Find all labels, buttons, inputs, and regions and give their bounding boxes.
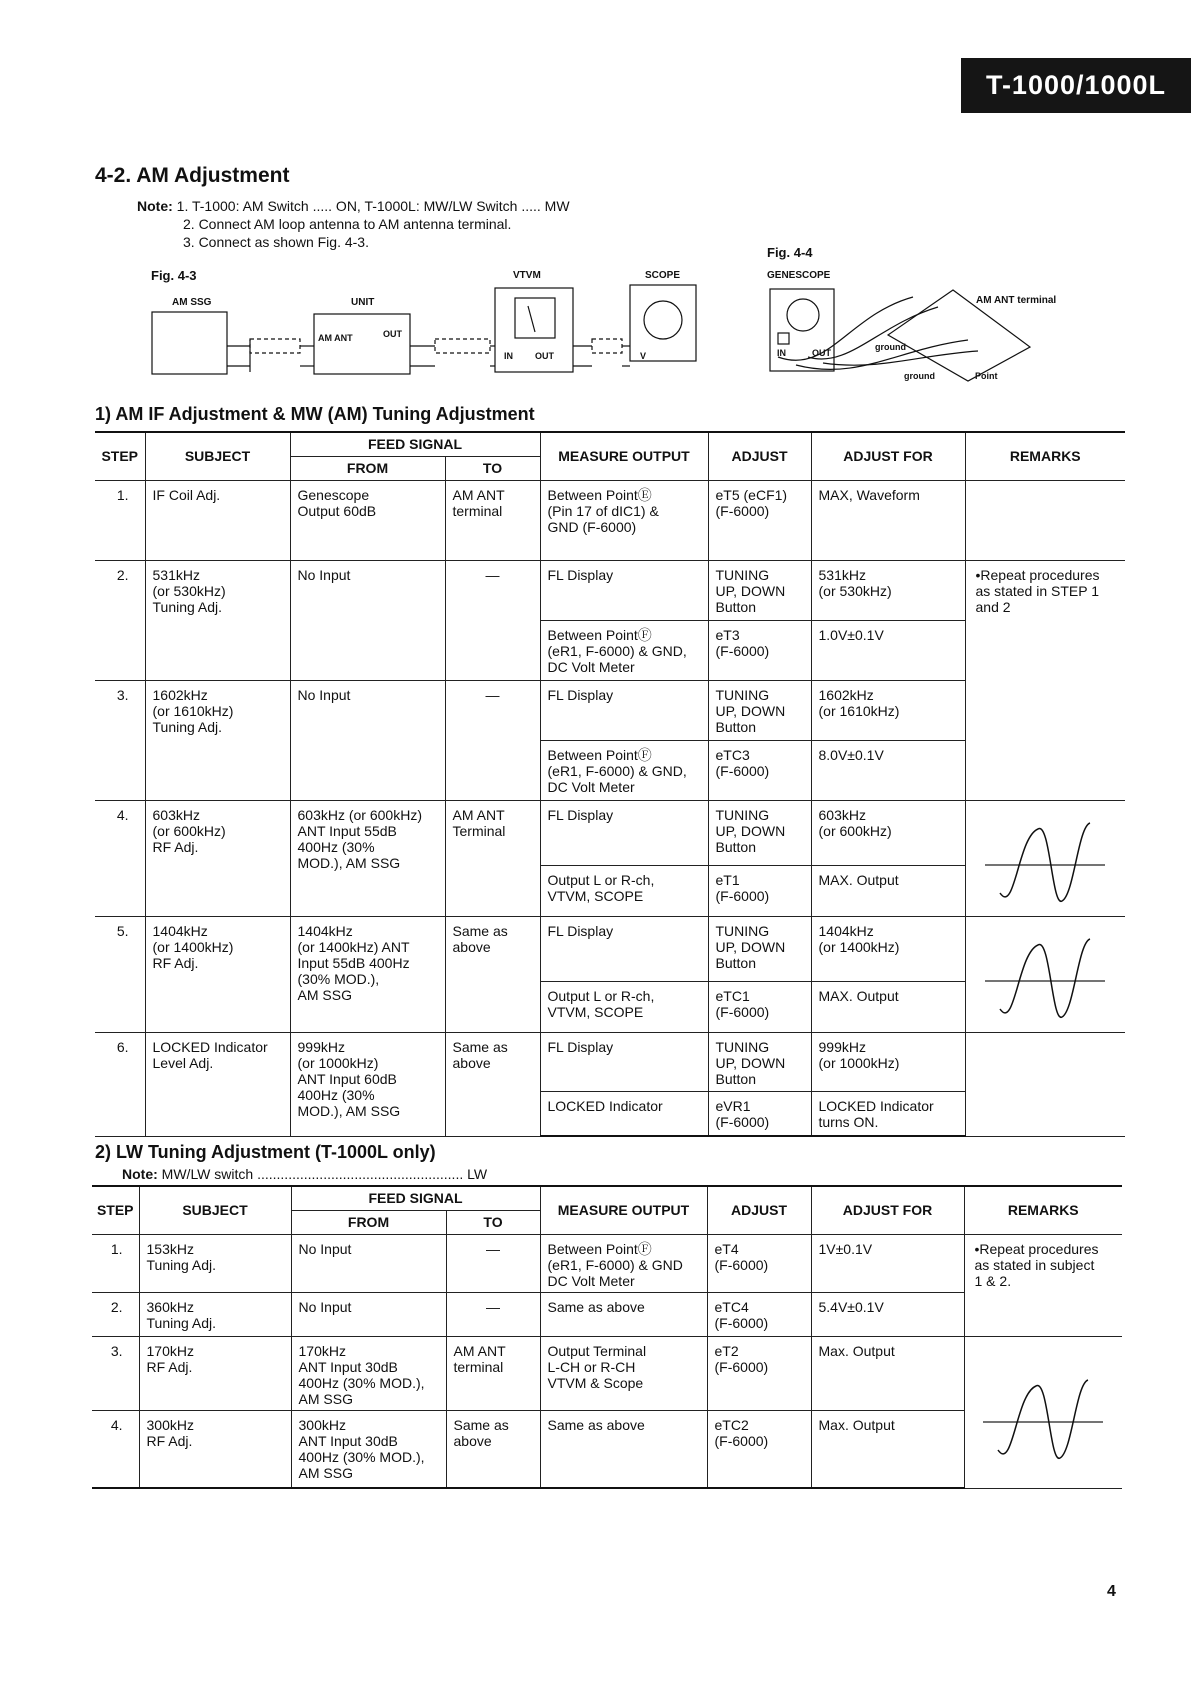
header-adjust: ADJUST bbox=[707, 1186, 811, 1234]
to-cell: Same as above bbox=[445, 916, 540, 1032]
header-remarks: REMARKS bbox=[964, 1186, 1122, 1234]
table2-title: 2) LW Tuning Adjustment (T-1000L only) bbox=[95, 1142, 436, 1162]
adjust-for-cell: 1404kHz (or 1400kHz) bbox=[811, 916, 965, 982]
header-remarks: REMARKS bbox=[965, 432, 1125, 480]
remarks-cell bbox=[965, 916, 1125, 1032]
fig-4-4-ground2-label: ground bbox=[904, 371, 935, 381]
measure-cell: Same as above bbox=[540, 1292, 707, 1336]
model-title: T-1000/1000L bbox=[985, 70, 1167, 100]
from-cell: Genescope Output 60dB bbox=[290, 480, 445, 560]
fig-4-4-out-label: OUT bbox=[812, 348, 831, 358]
fig-4-3-scope-label: SCOPE bbox=[645, 270, 681, 281]
to-cell: AM ANT terminal bbox=[446, 1336, 540, 1410]
adjust-cell: eT3 (F-6000) bbox=[708, 620, 811, 680]
to-cell: Same as above bbox=[446, 1410, 540, 1488]
remarks-cell: •Repeat procedures as stated in subject 1 & 2. bbox=[964, 1234, 1122, 1336]
fig-4-3-caption: Fig. 4-3 bbox=[151, 268, 197, 283]
subject-cell: 1404kHz (or 1400kHz) RF Adj. bbox=[145, 916, 290, 1032]
table1-title: 1) AM IF Adjustment & MW (AM) Tuning Adjustment bbox=[95, 404, 535, 424]
note-1: 1. T-1000: AM Switch ..... ON, T-1000L: MW/LW Switch ..... MW bbox=[176, 198, 570, 214]
fig-4-4-in-label: IN bbox=[777, 348, 786, 358]
adjust-for-cell: MAX. Output bbox=[811, 982, 965, 1032]
adjust-for-cell: 603kHz (or 600kHz) bbox=[811, 800, 965, 866]
measure-cell: LOCKED Indicator bbox=[540, 1091, 708, 1136]
subject-cell: 300kHz RF Adj. bbox=[139, 1410, 291, 1488]
adjust-cell: TUNING UP, DOWN Button bbox=[708, 1032, 811, 1091]
to-cell: — bbox=[446, 1292, 540, 1336]
adjust-for-cell: 1.0V±0.1V bbox=[811, 620, 965, 680]
model-tab bbox=[961, 58, 1191, 113]
subject-cell: 153kHz Tuning Adj. bbox=[139, 1234, 291, 1292]
waveform-icon bbox=[970, 817, 1120, 913]
header-measure-output: MEASURE OUTPUT bbox=[540, 1186, 707, 1234]
from-cell: 999kHz (or 1000kHz) ANT Input 60dB 400Hz (30% MOD.), AM SSG bbox=[290, 1032, 445, 1136]
table-row bbox=[95, 1032, 1125, 1091]
subject-cell: 360kHz Tuning Adj. bbox=[139, 1292, 291, 1336]
measure-cell: FL Display bbox=[540, 916, 708, 982]
adjust-cell: eTC2 (F-6000) bbox=[707, 1410, 811, 1488]
from-cell: 300kHz ANT Input 30dB 400Hz (30% MOD.), AM SSG bbox=[291, 1410, 446, 1488]
table-row bbox=[95, 800, 1125, 866]
fig-4-4-amant-label: AM ANT terminal bbox=[976, 295, 1057, 306]
fig-4-4-ground1-label: ground bbox=[875, 342, 906, 352]
remarks-cell: •Repeat procedures as stated in STEP 1 and 2 bbox=[965, 560, 1125, 800]
step-cell: 3. bbox=[95, 680, 145, 800]
header-feed-signal: FEED SIGNAL bbox=[291, 1186, 540, 1210]
note-3: 3. Connect as shown Fig. 4-3. bbox=[183, 234, 369, 250]
step-cell: 5. bbox=[95, 916, 145, 1032]
subject-cell: IF Coil Adj. bbox=[145, 480, 290, 560]
header-subject: SUBJECT bbox=[145, 432, 290, 480]
note-2: 2. Connect AM loop antenna to AM antenna terminal. bbox=[183, 216, 512, 232]
header-from: FROM bbox=[290, 456, 445, 480]
from-cell: No Input bbox=[291, 1234, 446, 1292]
measure-cell: Same as above bbox=[540, 1410, 707, 1488]
header-measure-output: MEASURE OUTPUT bbox=[540, 432, 708, 480]
ssg-box bbox=[152, 312, 227, 374]
fig-4-3-out2-label: OUT bbox=[535, 351, 554, 361]
adjust-for-cell: 8.0V±0.1V bbox=[811, 740, 965, 800]
adjust-cell: TUNING UP, DOWN Button bbox=[708, 560, 811, 620]
header-step: STEP bbox=[92, 1186, 139, 1234]
notes-block bbox=[137, 197, 570, 251]
header-adjust-for: ADJUST FOR bbox=[811, 432, 965, 480]
fig-4-4-genescope-label: GENESCOPE bbox=[767, 270, 831, 281]
genescope-screen bbox=[787, 299, 819, 331]
from-cell: No Input bbox=[290, 680, 445, 800]
adjust-for-cell: 999kHz (or 1000kHz) bbox=[811, 1032, 965, 1091]
adjust-for-cell: 1V±0.1V bbox=[811, 1234, 964, 1292]
measure-cell: Output Terminal L-CH or R-CH VTVM & Scope bbox=[540, 1336, 707, 1410]
fig-4-4-point-label: Point bbox=[975, 371, 998, 381]
step-cell: 4. bbox=[95, 800, 145, 916]
step-cell: 4. bbox=[92, 1410, 139, 1488]
table2-note bbox=[122, 1166, 487, 1182]
scope-screen bbox=[644, 301, 682, 339]
measure-cell: Output L or R-ch, VTVM, SCOPE bbox=[540, 866, 708, 916]
to-cell: — bbox=[445, 680, 540, 800]
adjust-for-cell: Max. Output bbox=[811, 1336, 964, 1410]
waveform-icon bbox=[970, 933, 1120, 1029]
step-cell: 1. bbox=[95, 480, 145, 560]
from-cell: No Input bbox=[290, 560, 445, 680]
header-subject: SUBJECT bbox=[139, 1186, 291, 1234]
remarks-cell bbox=[965, 480, 1125, 560]
table1 bbox=[95, 431, 1125, 1137]
measure-cell: Between PointⒻ (eR1, F-6000) & GND, DC Volt Meter bbox=[540, 620, 708, 680]
measure-cell: Between PointⒺ (Pin 17 of dIC1) & GND (F-6000) bbox=[540, 480, 708, 560]
header-to: TO bbox=[446, 1210, 540, 1234]
fig-4-3-out-label: OUT bbox=[383, 329, 402, 339]
table2 bbox=[92, 1185, 1122, 1489]
section-title: 4-2. AM Adjustment bbox=[95, 164, 290, 187]
step-cell: 2. bbox=[95, 560, 145, 680]
to-cell: Same as above bbox=[445, 1032, 540, 1136]
table-row bbox=[92, 1336, 1122, 1410]
subject-cell: 531kHz (or 530kHz) Tuning Adj. bbox=[145, 560, 290, 680]
from-cell: No Input bbox=[291, 1292, 446, 1336]
header-from: FROM bbox=[291, 1210, 446, 1234]
header-to: TO bbox=[445, 456, 540, 480]
header-adjust: ADJUST bbox=[708, 432, 811, 480]
note-label: Note: bbox=[137, 198, 173, 214]
table-row bbox=[92, 1234, 1122, 1292]
fig-4-3-vtvm-label: VTVM bbox=[513, 270, 541, 281]
measure-cell: FL Display bbox=[540, 560, 708, 620]
fig-4-3-amant-label: AM ANT bbox=[318, 333, 353, 343]
adjust-for-cell: 531kHz (or 530kHz) bbox=[811, 560, 965, 620]
step-cell: 2. bbox=[92, 1292, 139, 1336]
fig-4-4-diagram bbox=[768, 285, 1038, 385]
table-row bbox=[95, 560, 1125, 620]
table-row bbox=[95, 916, 1125, 982]
adjust-cell: eVR1 (F-6000) bbox=[708, 1091, 811, 1136]
unit-box bbox=[314, 314, 410, 374]
waveform-icon bbox=[968, 1364, 1118, 1474]
adjust-cell: eTC3 (F-6000) bbox=[708, 740, 811, 800]
page-number: 4 bbox=[1107, 1583, 1116, 1600]
remarks-cell bbox=[965, 800, 1125, 916]
to-cell: AM ANT terminal bbox=[445, 480, 540, 560]
scope-box bbox=[630, 285, 696, 361]
header-adjust-for: ADJUST FOR bbox=[811, 1186, 964, 1234]
adjust-for-cell: MAX, Waveform bbox=[811, 480, 965, 560]
table2-note-label: Note: bbox=[122, 1166, 158, 1182]
fig-4-3-unit-label: UNIT bbox=[351, 297, 375, 308]
adjust-cell: eT1 (F-6000) bbox=[708, 866, 811, 916]
step-cell: 1. bbox=[92, 1234, 139, 1292]
subject-cell: 603kHz (or 600kHz) RF Adj. bbox=[145, 800, 290, 916]
from-cell: 603kHz (or 600kHz) ANT Input 55dB 400Hz (30% MOD.), AM SSG bbox=[290, 800, 445, 916]
from-cell: 170kHz ANT Input 30dB 400Hz (30% MOD.), AM SSG bbox=[291, 1336, 446, 1410]
adjust-for-cell: 1602kHz (or 1610kHz) bbox=[811, 680, 965, 740]
adjust-cell: eTC4 (F-6000) bbox=[707, 1292, 811, 1336]
to-cell: — bbox=[446, 1234, 540, 1292]
adjust-cell: eT2 (F-6000) bbox=[707, 1336, 811, 1410]
adjust-for-cell: LOCKED Indicator turns ON. bbox=[811, 1091, 965, 1136]
to-cell: AM ANT Terminal bbox=[445, 800, 540, 916]
measure-cell: FL Display bbox=[540, 680, 708, 740]
measure-cell: FL Display bbox=[540, 800, 708, 866]
remarks-cell bbox=[964, 1336, 1122, 1488]
measure-cell: Between PointⒻ (eR1, F-6000) & GND DC Volt Meter bbox=[540, 1234, 707, 1292]
fig-4-3-ssg-label: AM SSG bbox=[172, 297, 212, 308]
measure-cell: Between PointⒻ (eR1, F-6000) & GND, DC Volt Meter bbox=[540, 740, 708, 800]
adjust-for-cell: 5.4V±0.1V bbox=[811, 1292, 964, 1336]
measure-cell: FL Display bbox=[540, 1032, 708, 1091]
to-cell: — bbox=[445, 560, 540, 680]
remarks-cell bbox=[965, 1032, 1125, 1136]
step-cell: 3. bbox=[92, 1336, 139, 1410]
fig-4-3-diagram bbox=[150, 282, 700, 378]
header-step: STEP bbox=[95, 432, 145, 480]
fig-4-3-v-label: V bbox=[640, 351, 647, 361]
adjust-cell: TUNING UP, DOWN Button bbox=[708, 680, 811, 740]
adjust-cell: eT5 (eCF1) (F-6000) bbox=[708, 480, 811, 560]
table-row bbox=[95, 480, 1125, 560]
subject-cell: LOCKED Indicator Level Adj. bbox=[145, 1032, 290, 1136]
adjust-cell: eTC1 (F-6000) bbox=[708, 982, 811, 1032]
fig-4-3-in-label: IN bbox=[504, 351, 513, 361]
measure-cell: Output L or R-ch, VTVM, SCOPE bbox=[540, 982, 708, 1032]
step-cell: 6. bbox=[95, 1032, 145, 1136]
table2-note-text: MW/LW switch ..................................................... LW bbox=[161, 1166, 488, 1182]
antenna-loop bbox=[888, 290, 1030, 381]
adjust-cell: TUNING UP, DOWN Button bbox=[708, 916, 811, 982]
adjust-for-cell: MAX. Output bbox=[811, 866, 965, 916]
adjust-cell: TUNING UP, DOWN Button bbox=[708, 800, 811, 866]
subject-cell: 1602kHz (or 1610kHz) Tuning Adj. bbox=[145, 680, 290, 800]
adjust-cell: eT4 (F-6000) bbox=[707, 1234, 811, 1292]
adjust-for-cell: Max. Output bbox=[811, 1410, 964, 1488]
subject-cell: 170kHz RF Adj. bbox=[139, 1336, 291, 1410]
fig-4-4-caption: Fig. 4-4 bbox=[767, 245, 813, 260]
header-feed-signal: FEED SIGNAL bbox=[290, 432, 540, 456]
from-cell: 1404kHz (or 1400kHz) ANT Input 55dB 400Hz (30% MOD.), AM SSG bbox=[290, 916, 445, 1032]
